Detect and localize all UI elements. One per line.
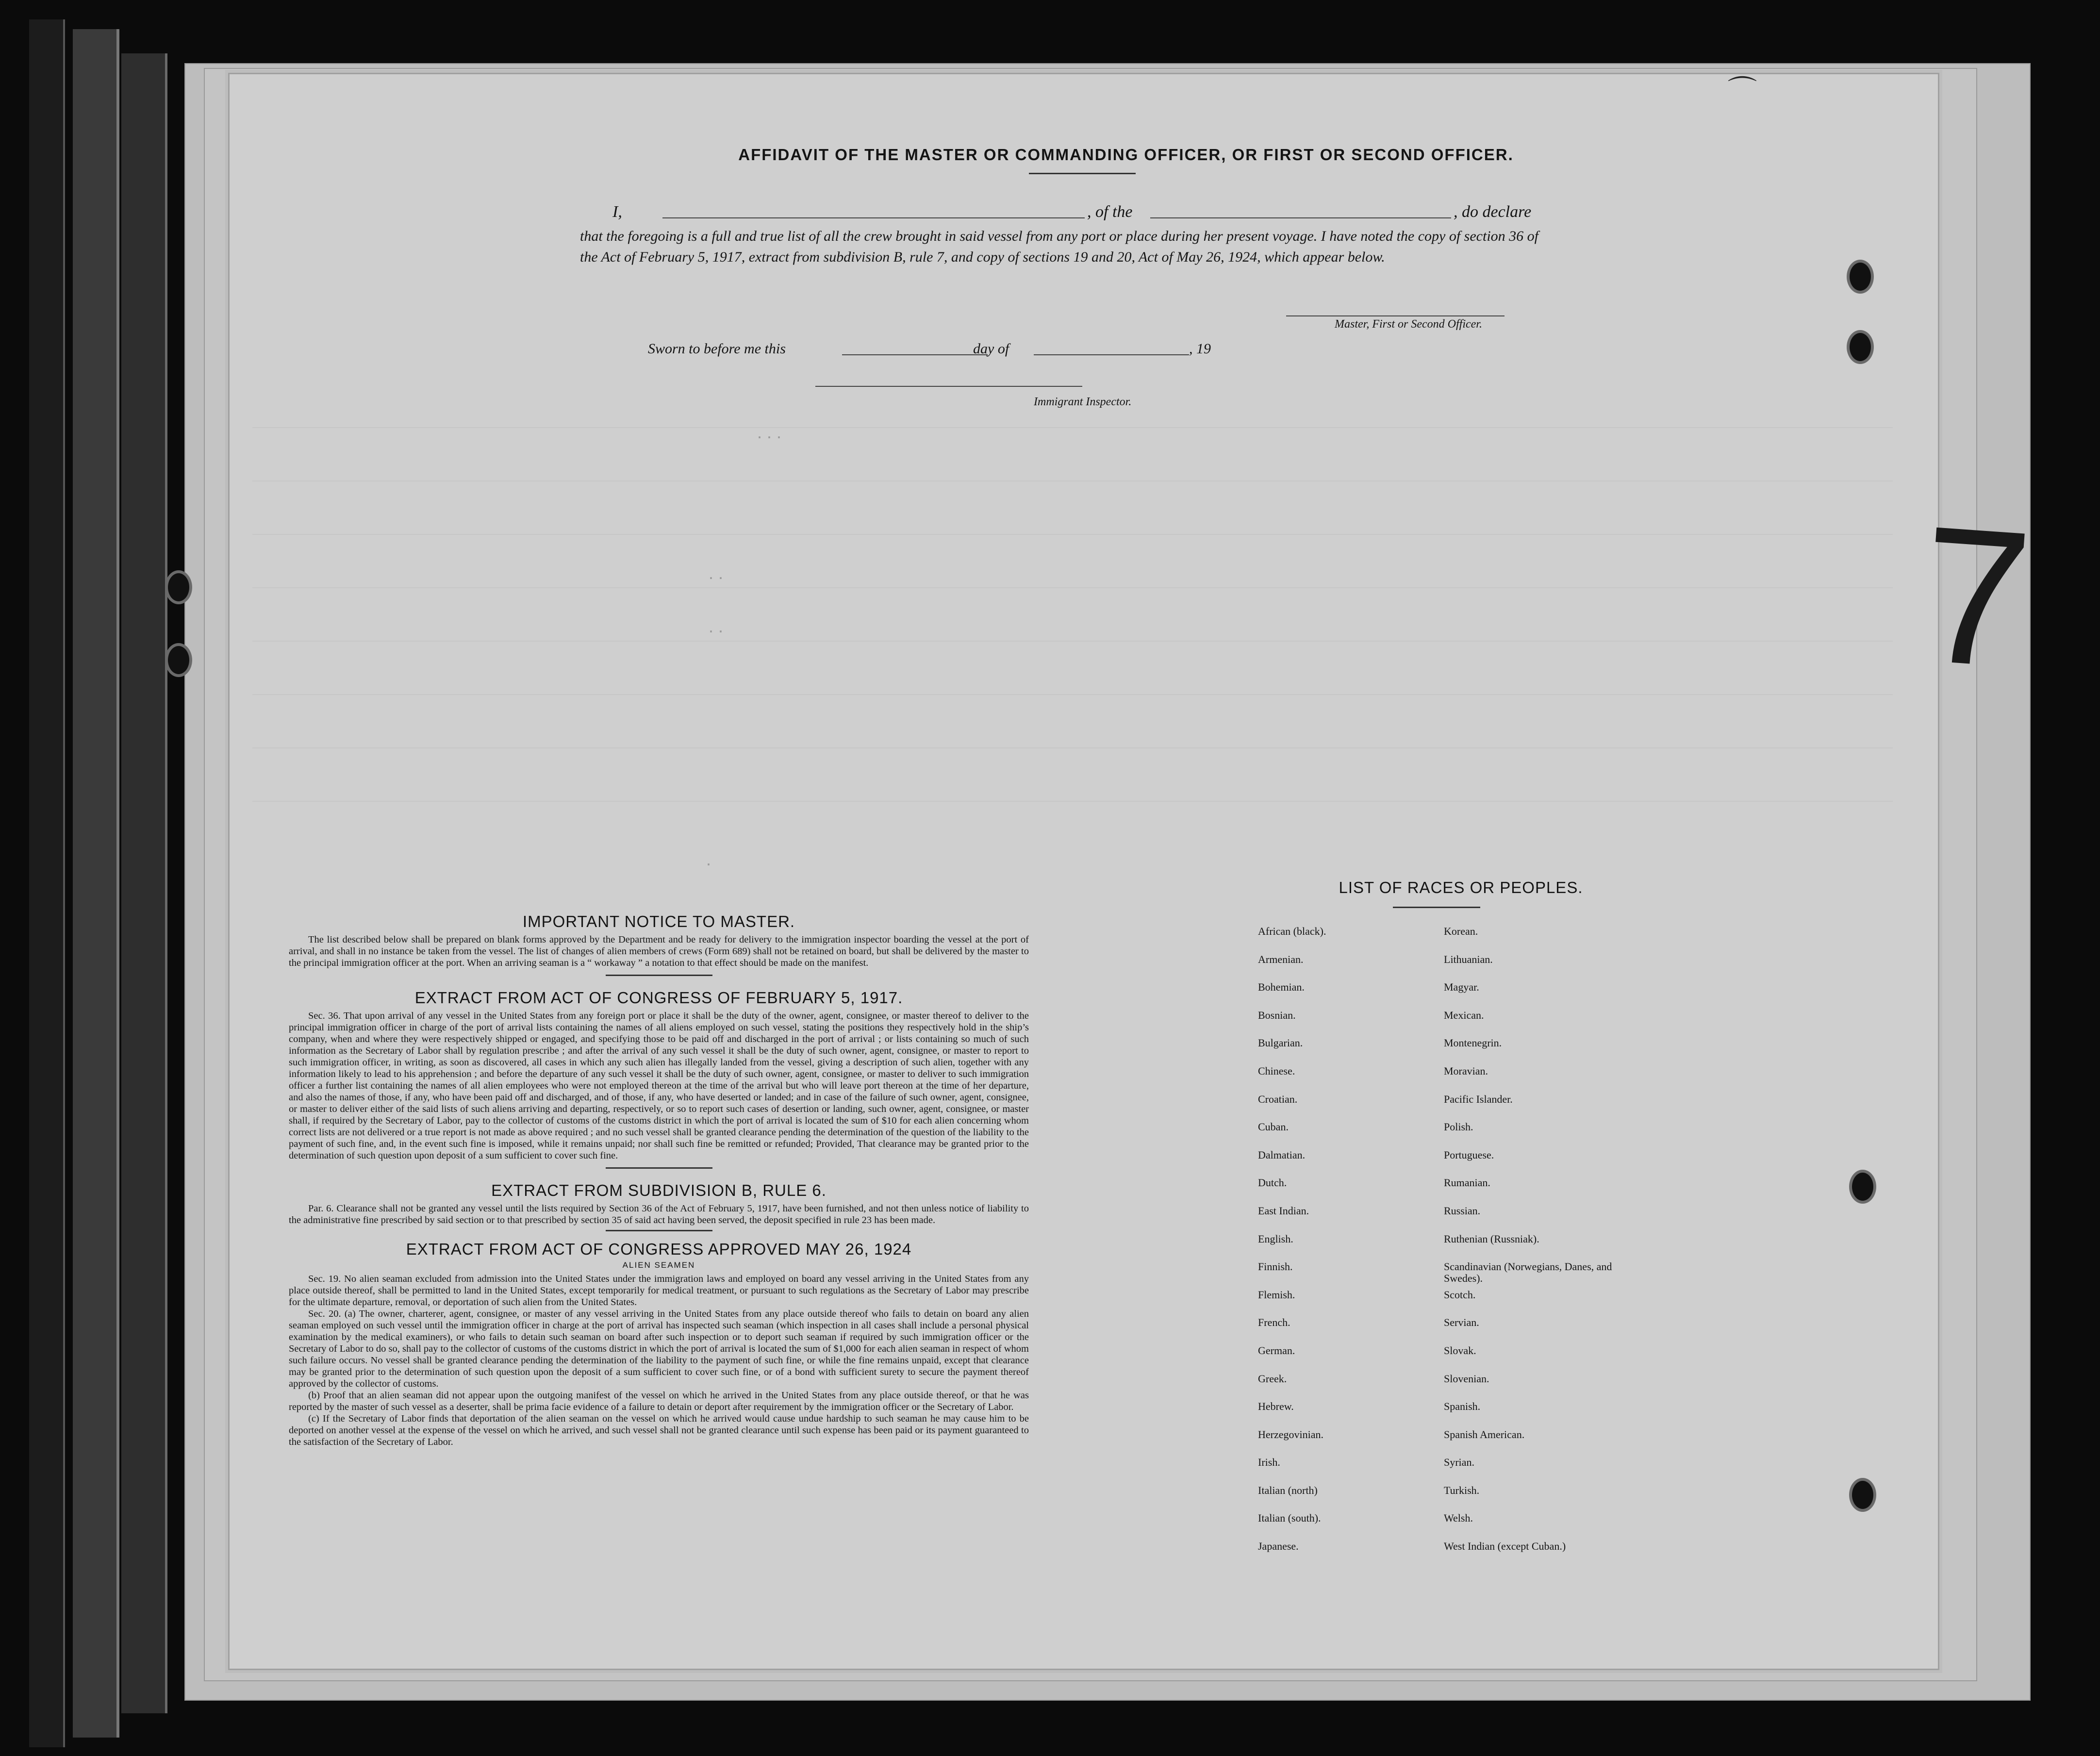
- race-item: Ruthenian (Russniak).: [1444, 1232, 1539, 1245]
- extract-1924-paragraph: Sec. 19. No alien seaman excluded from admission into the United States under the immigration laws and employed on board any vessel arriving in the United States from any place outside thereof, shall be permitted to land in the United States, except temporarily for medical treatment, or pursuant to such regulations as the Secretary of Labor may prescribe for the ultimate departure, removal, or deportation of such alien from the United States.: [289, 1274, 1029, 1308]
- race-item: Pacific Islander.: [1444, 1093, 1513, 1105]
- affidavit-paragraph: that the foregoing is a full and true list of all the crew brought in said vessel from any port or place during her present voyage. I have noted the copy of section 36 of the Act of February 5, 1917, extract from subdivision B, rule 7, and copy of sections 19 and 20, Act of May 26, 1924, which appear below.: [580, 228, 1538, 265]
- race-item: German.: [1258, 1344, 1295, 1357]
- bleed-through-row: [252, 641, 1893, 642]
- corner-scribble: ⌒: [1728, 75, 1757, 107]
- section-rule: [606, 975, 712, 976]
- race-item: Slovenian.: [1444, 1372, 1489, 1385]
- race-item: Irish.: [1258, 1456, 1280, 1469]
- race-item: East Indian.: [1258, 1204, 1309, 1217]
- race-item: English.: [1258, 1232, 1293, 1245]
- bleed-through-row: [252, 694, 1893, 695]
- race-item: Slovak.: [1444, 1344, 1476, 1357]
- affidavit-title-rule: [1029, 173, 1136, 174]
- binder-hole: [1847, 260, 1874, 294]
- affidavit-title: AFFIDAVIT OF THE MASTER OR COMMANDING OFFICER, OR FIRST OR SECOND OFFICER.: [738, 146, 1514, 164]
- bleed-through-row: [252, 480, 1893, 481]
- sworn-day-blank: [842, 354, 988, 355]
- race-item: Flemish.: [1258, 1288, 1295, 1301]
- race-item: Polish.: [1444, 1121, 1473, 1133]
- affidavit-i-label: I,: [612, 203, 622, 221]
- race-item: French.: [1258, 1316, 1290, 1329]
- race-item: Finnish.: [1258, 1260, 1293, 1273]
- race-item: Scotch.: [1444, 1288, 1476, 1301]
- race-item: Syrian.: [1444, 1456, 1474, 1469]
- bleed-through-row: [252, 427, 1893, 428]
- race-item: Spanish American.: [1444, 1428, 1525, 1441]
- binder-edge: [73, 29, 119, 1738]
- race-item: Portuguese.: [1444, 1148, 1494, 1161]
- inspector-caption: Immigrant Inspector.: [1034, 396, 1132, 408]
- race-item: Bulgarian.: [1258, 1037, 1303, 1049]
- signature-line: [1286, 315, 1505, 316]
- race-item: Japanese.: [1258, 1540, 1299, 1553]
- notice-column: [289, 912, 1029, 1448]
- speck: . . .: [757, 422, 782, 442]
- binder-hole: [165, 643, 192, 677]
- binder-hole: [1849, 1478, 1876, 1512]
- extract-rule6-title: EXTRACT FROM SUBDIVISION B, RULE 6.: [491, 1181, 827, 1199]
- signature-caption: Master, First or Second Officer.: [1335, 318, 1482, 331]
- bleed-through-row: [252, 587, 1893, 588]
- race-item: Spanish.: [1444, 1400, 1481, 1413]
- race-item: Chinese.: [1258, 1064, 1295, 1077]
- race-item: West Indian (except Cuban.): [1444, 1540, 1566, 1553]
- race-item: Montenegrin.: [1444, 1037, 1502, 1049]
- extract-rule6-paragraph: Par. 6. Clearance shall not be granted any vessel until the lists required by Section 36 of the Act of February 5, 1917, have been furnished, and not then unless notice of liability to the administrative fine prescribed by said section or to that prescribed by section 35 of said act having been served, the deposit specified in rule 23 has been made.: [289, 1203, 1029, 1226]
- extract-rule6-text: [289, 1203, 1029, 1226]
- sworn-label: Sworn to before me this: [648, 341, 786, 357]
- name-blank: [662, 217, 1085, 218]
- notice-paragraph: The list described below shall be prepared on blank forms approved by the Department and be ready for delivery to the immigration inspector boarding the vessel at the port of arrival, and shall in no instance be taken from the vessel. The list of changes of alien members of crews (Form 689) shall not be retained on board, but shall be delivered by the master to the principal immigration officer at the port. When an arriving seaman is a “ workaway ” a notation to that effect should be made on the manifest.: [289, 934, 1029, 968]
- race-item: Magyar.: [1444, 981, 1479, 994]
- section-rule: [606, 1230, 712, 1231]
- bleed-through-row: [252, 747, 1893, 748]
- extract-1924-paragraph: (c) If the Secretary of Labor finds that deportation of the alien seaman on the vessel on which he arrived would cause undue hardship to such seaman he may cause him to be deported on another vessel at the expense of the vessel on which he arrived, and such vessel shall not be granted clearance until such expense has been paid or its payment guaranteed to the satisfaction of the Secretary of Labor.: [289, 1413, 1029, 1447]
- handwritten-page-number: 7: [1914, 484, 2037, 709]
- extract-1924-text: [289, 1273, 1029, 1448]
- races-title: LIST OF RACES OR PEOPLES.: [1339, 878, 1583, 896]
- year-label: , 19: [1189, 341, 1211, 357]
- race-item: Herzegovinian.: [1258, 1428, 1323, 1441]
- binder-ring-strip: [121, 53, 167, 1713]
- binder-hole: [1849, 1170, 1876, 1204]
- binder-hole: [165, 570, 192, 604]
- race-item: Dutch.: [1258, 1176, 1287, 1189]
- races-left-column: [1258, 926, 1413, 1569]
- race-item: Russian.: [1444, 1204, 1481, 1217]
- race-item: Italian (north): [1258, 1484, 1318, 1496]
- bleed-through-row: [252, 801, 1893, 802]
- bleed-through-row: [252, 534, 1893, 535]
- race-item: Servian.: [1444, 1316, 1479, 1329]
- speck: . .: [709, 563, 724, 583]
- race-item: Armenian.: [1258, 953, 1304, 965]
- affidavit-of-the-label: , of the: [1087, 203, 1133, 221]
- speck: .: [706, 849, 711, 869]
- race-item: Moravian.: [1444, 1064, 1488, 1077]
- races-right-column: [1444, 926, 1619, 1569]
- race-item: Bosnian.: [1258, 1009, 1296, 1021]
- races-title-rule: [1393, 907, 1480, 908]
- binder-spine: [29, 19, 65, 1747]
- race-item: Lithuanian.: [1444, 953, 1493, 965]
- extract-1917-title: EXTRACT FROM ACT OF CONGRESS OF FEBRUARY 5, 1917.: [414, 989, 903, 1007]
- extract-1924-paragraph: Sec. 20. (a) The owner, charterer, agent, consignee, or master of any vessel arriving in the United States from any place outside thereof who fails to detain on board any alien seaman employed on such vessel until the immigration officer in charge at the port of arrival has inspected such seaman (which inspection in all cases shall include a personal physical examination by the medical examiners), or who fails to detain such seaman on board after such inspection or to deport such seaman if required by such immigration officer or the Secretary of Labor to do so, shall pay to the collector of customs of the customs district in which the port of arrival is located the sum of $1,000 for each alien seaman in respect of whom such failure occurs. No vessel shall be granted clearance pending the determination of the liability to the payment of such fine, or while the fine remains unpaid, except that clearance may be granted prior to the determination of such question upon the deposit of a sum sufficient to cover such fine, or of a bond with sufficient surety to secure the payment thereof approved by the collector of customs.: [289, 1309, 1029, 1389]
- race-item: Hebrew.: [1258, 1400, 1294, 1413]
- race-item: Mexican.: [1444, 1009, 1484, 1021]
- affidavit-declare-label: , do declare: [1454, 203, 1532, 221]
- sworn-month-blank: [1034, 354, 1189, 355]
- race-item: Greek.: [1258, 1372, 1287, 1385]
- race-item: Croatian.: [1258, 1093, 1298, 1105]
- notice-title: IMPORTANT NOTICE TO MASTER.: [522, 912, 795, 930]
- race-item: Scandinavian (Norwegians, Danes, and Swedes).: [1444, 1260, 1612, 1285]
- binder-hole: [1847, 330, 1874, 364]
- extract-1924-title: EXTRACT FROM ACT OF CONGRESS APPROVED MAY 26, 1924: [406, 1240, 912, 1258]
- race-item: Turkish.: [1444, 1484, 1480, 1496]
- race-item: Bohemian.: [1258, 981, 1305, 994]
- vessel-blank: [1150, 217, 1451, 218]
- race-item: Cuban.: [1258, 1121, 1289, 1133]
- section-rule: [606, 1167, 712, 1169]
- race-item: Welsh.: [1444, 1512, 1473, 1524]
- extract-1924-paragraph: (b) Proof that an alien seaman did not appear upon the outgoing manifest of the vessel on which he arrived in the United States from any place outside thereof, or that he was reported by the master of such vessel as a deserter, shall be prima facie evidence of a failure to detain or deport after requirement by the immigration officer or the Secretary of Labor.: [289, 1390, 1029, 1412]
- race-item: Korean.: [1444, 925, 1478, 937]
- inspector-signature-line: [815, 386, 1082, 387]
- extract-1924-subtitle: ALIEN SEAMEN: [622, 1260, 695, 1270]
- race-item: Dalmatian.: [1258, 1148, 1306, 1161]
- race-item: Rumanian.: [1444, 1176, 1490, 1189]
- notice-text: [289, 934, 1029, 969]
- speck: . .: [709, 616, 724, 636]
- race-item: Italian (south).: [1258, 1512, 1321, 1524]
- extract-1917-text: [289, 1010, 1029, 1161]
- extract-1917-paragraph: Sec. 36. That upon arrival of any vessel in the United States from any foreign port or place it shall be the duty of the owner, agent, consignee, or master thereof to deliver to the principal immigration officer in charge of the port of arrival lists containing the names of all aliens employed on such vessel, stating the positions they respectively hold in the ship’s company, when and where they were respectively shipped or engaged, and specifying those to be paid off and discharged in the port of arrival ; or lists containing so much of such information as the Secretary of Labor shall by regulation prescribe ; and after the arrival of any such vessel it shall be the duty of such owner, agent, consignee, or master to report to such immigration officer, in writing, as soon as discovered, all cases in which any such alien has illegally landed from the vessel, giving a description of such alien, together with any information likely to lead to his apprehension ; and before the departure of any such vessel it shall be the duty of such owner, agent, consignee, or master to deliver to such immigration officer a further list containing the names of all alien employees who were not employed thereon at the time of the arrival but who will leave port thereon at the time of her departure, and also the names of those, if any, who have been paid off and discharged, and of those, if any, who have deserted or landed; and in case of the failure of such owner, agent, consignee, or master to deliver either of the said lists of such aliens arriving and departing, respectively, or so to report such cases of desertion or landing, such owner, agent, consignee, or master shall, if required by the Secretary of Labor, pay to the collector of customs of the customs district in which the port of arrival is located the sum of $10 for each alien concerning whom correct lists are not delivered or a true report is not made as above required ; and no such vessel shall be granted clearance pending the determination of the question of the liability to the payment of such fine, and, in the event such fine is imposed, while it remains unpaid; nor shall such fine be remitted or refunded; Provided, That clearance may be granted prior to the determination of such question upon deposit of a sum sufficient to cover such fine.: [289, 1011, 1029, 1161]
- day-of-label: day of: [973, 341, 1009, 357]
- race-item: African (black).: [1258, 925, 1326, 937]
